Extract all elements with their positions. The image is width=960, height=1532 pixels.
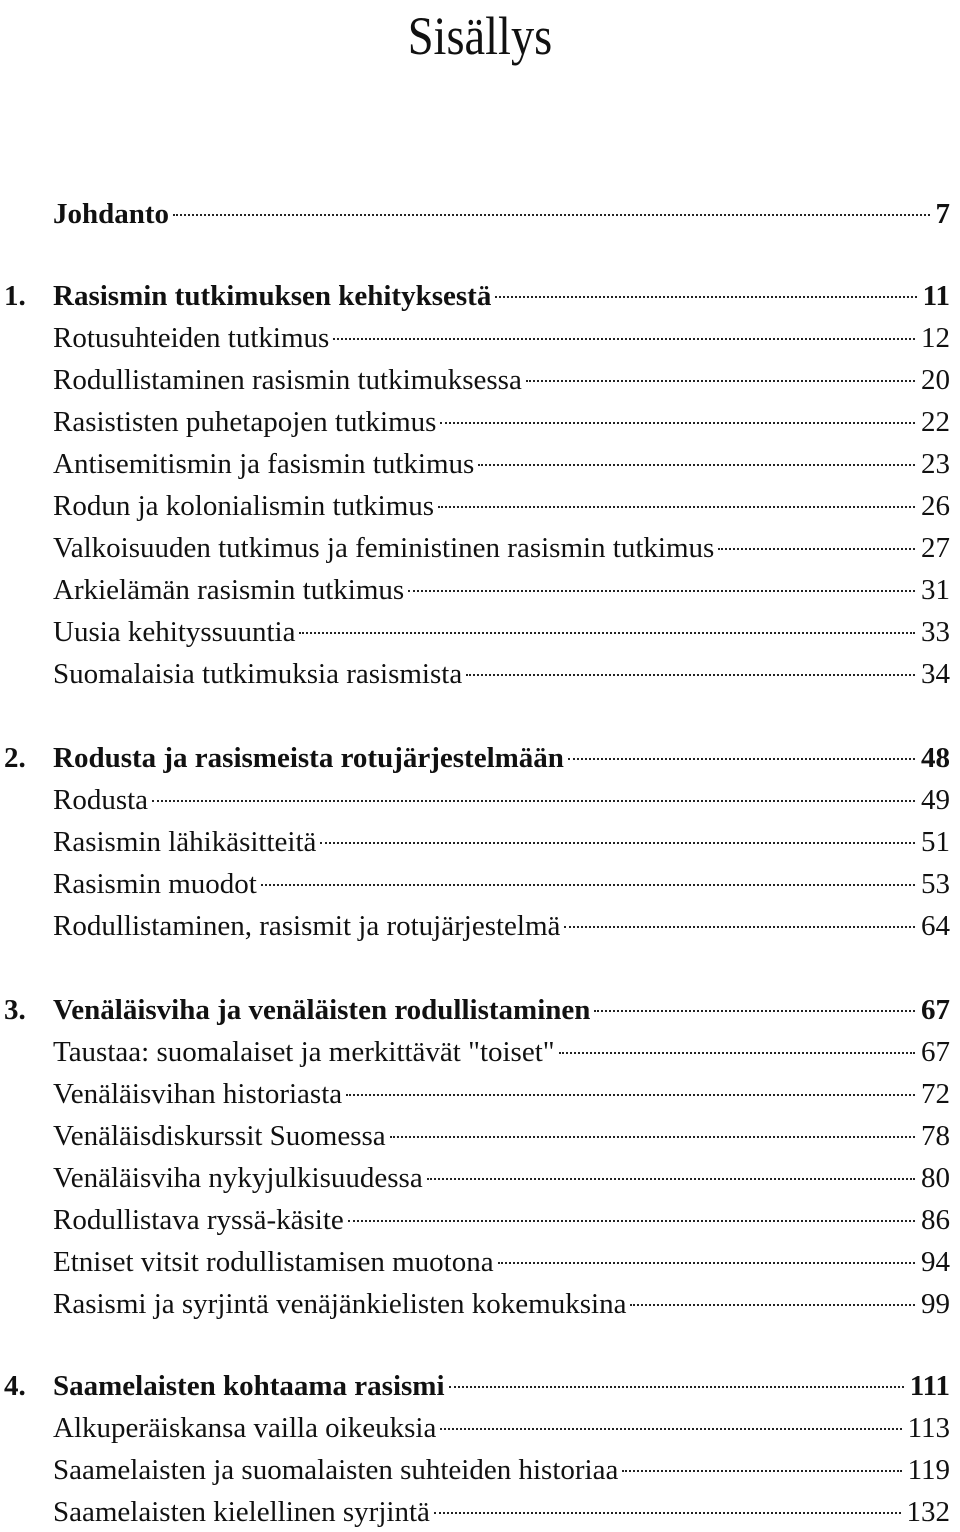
dot-leader <box>440 1428 901 1430</box>
entry-label: Saamelaisten kielellinen syrjintä <box>53 1496 430 1528</box>
toc-chapter-2[interactable] <box>0 738 960 778</box>
dot-leader <box>390 1136 915 1138</box>
toc-section[interactable] <box>0 1492 960 1532</box>
entry-page: 111 <box>909 1370 950 1402</box>
dot-leader <box>427 1178 915 1180</box>
entry-label: Saamelaisten kohtaama rasismi <box>53 1370 445 1402</box>
entry-label: Alkuperäiskansa vailla oikeuksia <box>53 1412 437 1444</box>
entry-page: 80 <box>921 1162 950 1194</box>
toc-section[interactable] <box>0 1116 960 1156</box>
entry-page: 48 <box>921 742 950 774</box>
dot-leader <box>622 1470 901 1472</box>
dot-leader <box>320 842 915 844</box>
page-title: Sisällys <box>407 6 553 66</box>
entry-page: 99 <box>921 1288 950 1320</box>
dot-leader <box>559 1052 915 1054</box>
entry-label: Rotusuhteiden tutkimus <box>53 322 330 354</box>
chapter-number: 1. <box>4 280 26 312</box>
entry-page: 67 <box>921 1036 950 1068</box>
entry-page: 113 <box>907 1412 950 1444</box>
entry-label: Rodullistaminen rasismin tutkimuksessa <box>53 364 522 396</box>
entry-page: 86 <box>921 1204 950 1236</box>
entry-label: Suomalaisia tutkimuksia rasismista <box>53 658 463 690</box>
entry-page: 22 <box>921 406 950 438</box>
toc-section[interactable] <box>0 318 960 358</box>
dot-leader <box>408 590 915 592</box>
dot-leader <box>594 1010 915 1012</box>
entry-label: Johdanto <box>53 198 170 230</box>
entry-label: Rodullistaminen, rasismit ja rotujärjestelmä <box>53 910 561 942</box>
entry-label: Rasismin muodot <box>53 868 257 900</box>
entry-page: 78 <box>921 1120 950 1152</box>
toc-section[interactable] <box>0 612 960 652</box>
toc-section[interactable] <box>0 444 960 484</box>
entry-page: 119 <box>907 1454 950 1486</box>
toc-section[interactable] <box>0 360 960 400</box>
entry-page: 20 <box>921 364 950 396</box>
dot-leader <box>346 1094 915 1096</box>
chapter-number: 3. <box>4 994 26 1026</box>
dot-leader <box>440 422 915 424</box>
toc-section[interactable] <box>0 1158 960 1198</box>
toc-chapter-4[interactable] <box>0 1366 960 1406</box>
toc-section[interactable] <box>0 1200 960 1240</box>
entry-label: Taustaa: suomalaiset ja merkittävät "toiset" <box>53 1036 555 1068</box>
dot-leader <box>630 1304 915 1306</box>
toc-chapter-3[interactable] <box>0 990 960 1030</box>
dot-leader <box>718 548 915 550</box>
entry-page: 33 <box>921 616 950 648</box>
toc-section[interactable] <box>0 864 960 904</box>
entry-page: 34 <box>921 658 950 690</box>
dot-leader <box>478 464 915 466</box>
toc-section[interactable] <box>0 570 960 610</box>
entry-label: Rasismin tutkimuksen kehityksestä <box>53 280 492 312</box>
toc-section[interactable] <box>0 528 960 568</box>
entry-page: 94 <box>921 1246 950 1278</box>
dot-leader <box>299 632 915 634</box>
toc-section[interactable] <box>0 1074 960 1114</box>
entry-label: Rodun ja kolonialismin tutkimus <box>53 490 435 522</box>
dot-leader <box>438 506 915 508</box>
toc-section[interactable] <box>0 402 960 442</box>
toc-entry-intro[interactable] <box>0 194 960 234</box>
entry-page: 72 <box>921 1078 950 1110</box>
toc-section[interactable] <box>0 1450 960 1490</box>
chapter-number: 4. <box>4 1370 26 1402</box>
toc-chapter-1[interactable] <box>0 276 960 316</box>
entry-page: 132 <box>906 1496 950 1528</box>
entry-label: Venäläisviha ja venäläisten rodullistaminen <box>53 994 591 1026</box>
entry-page: 11 <box>922 280 950 312</box>
dot-leader <box>495 296 916 298</box>
entry-page: 7 <box>935 198 950 230</box>
dot-leader <box>261 884 915 886</box>
toc-section[interactable] <box>0 1032 960 1072</box>
dot-leader <box>434 1512 901 1514</box>
entry-page: 31 <box>921 574 950 606</box>
chapter-number: 2. <box>4 742 26 774</box>
dot-leader <box>449 1386 904 1388</box>
entry-page: 53 <box>921 868 950 900</box>
dot-leader <box>348 1220 915 1222</box>
toc-section[interactable] <box>0 1284 960 1324</box>
entry-label: Rasismi ja syrjintä venäjänkielisten kokemuksina <box>53 1288 627 1320</box>
entry-page: 26 <box>921 490 950 522</box>
toc-section[interactable] <box>0 1408 960 1448</box>
entry-page: 12 <box>921 322 950 354</box>
dot-leader <box>152 800 915 802</box>
entry-label: Rodullistava ryssä-käsite <box>53 1204 344 1236</box>
entry-label: Venäläisdiskurssit Suomessa <box>53 1120 386 1152</box>
dot-leader <box>526 380 915 382</box>
dot-leader <box>568 758 915 760</box>
entry-page: 64 <box>921 910 950 942</box>
entry-page: 67 <box>921 994 950 1026</box>
entry-label: Antisemitismin ja fasismin tutkimus <box>53 448 475 480</box>
entry-page: 51 <box>921 826 950 858</box>
toc-section[interactable] <box>0 780 960 820</box>
toc-section[interactable] <box>0 822 960 862</box>
dot-leader <box>498 1262 915 1264</box>
entry-label: Etniset vitsit rodullistamisen muotona <box>53 1246 494 1278</box>
entry-label: Saamelaisten ja suomalaisten suhteiden historiaa <box>53 1454 619 1486</box>
dot-leader <box>564 926 915 928</box>
entry-label: Rodusta ja rasismeista rotujärjestelmään <box>53 742 564 774</box>
entry-label: Venäläisvihan historiasta <box>53 1078 343 1110</box>
entry-page: 49 <box>921 784 950 816</box>
dot-leader <box>333 338 915 340</box>
entry-label: Rasismin lähikäsitteitä <box>53 826 317 858</box>
dot-leader <box>173 214 929 216</box>
entry-label: Arkielämän rasismin tutkimus <box>53 574 405 606</box>
dot-leader <box>466 674 915 676</box>
entry-label: Venäläisviha nykyjulkisuudessa <box>53 1162 423 1194</box>
entry-label: Rodusta <box>53 784 149 816</box>
toc-section[interactable] <box>0 906 960 946</box>
entry-label: Uusia kehityssuuntia <box>53 616 296 648</box>
toc-section[interactable] <box>0 654 960 694</box>
entry-label: Valkoisuuden tutkimus ja feministinen rasismin tutkimus <box>53 532 715 564</box>
entry-page: 23 <box>921 448 950 480</box>
entry-label: Rasististen puhetapojen tutkimus <box>53 406 437 438</box>
toc-section[interactable] <box>0 1242 960 1282</box>
entry-page: 27 <box>921 532 950 564</box>
toc-section[interactable] <box>0 486 960 526</box>
